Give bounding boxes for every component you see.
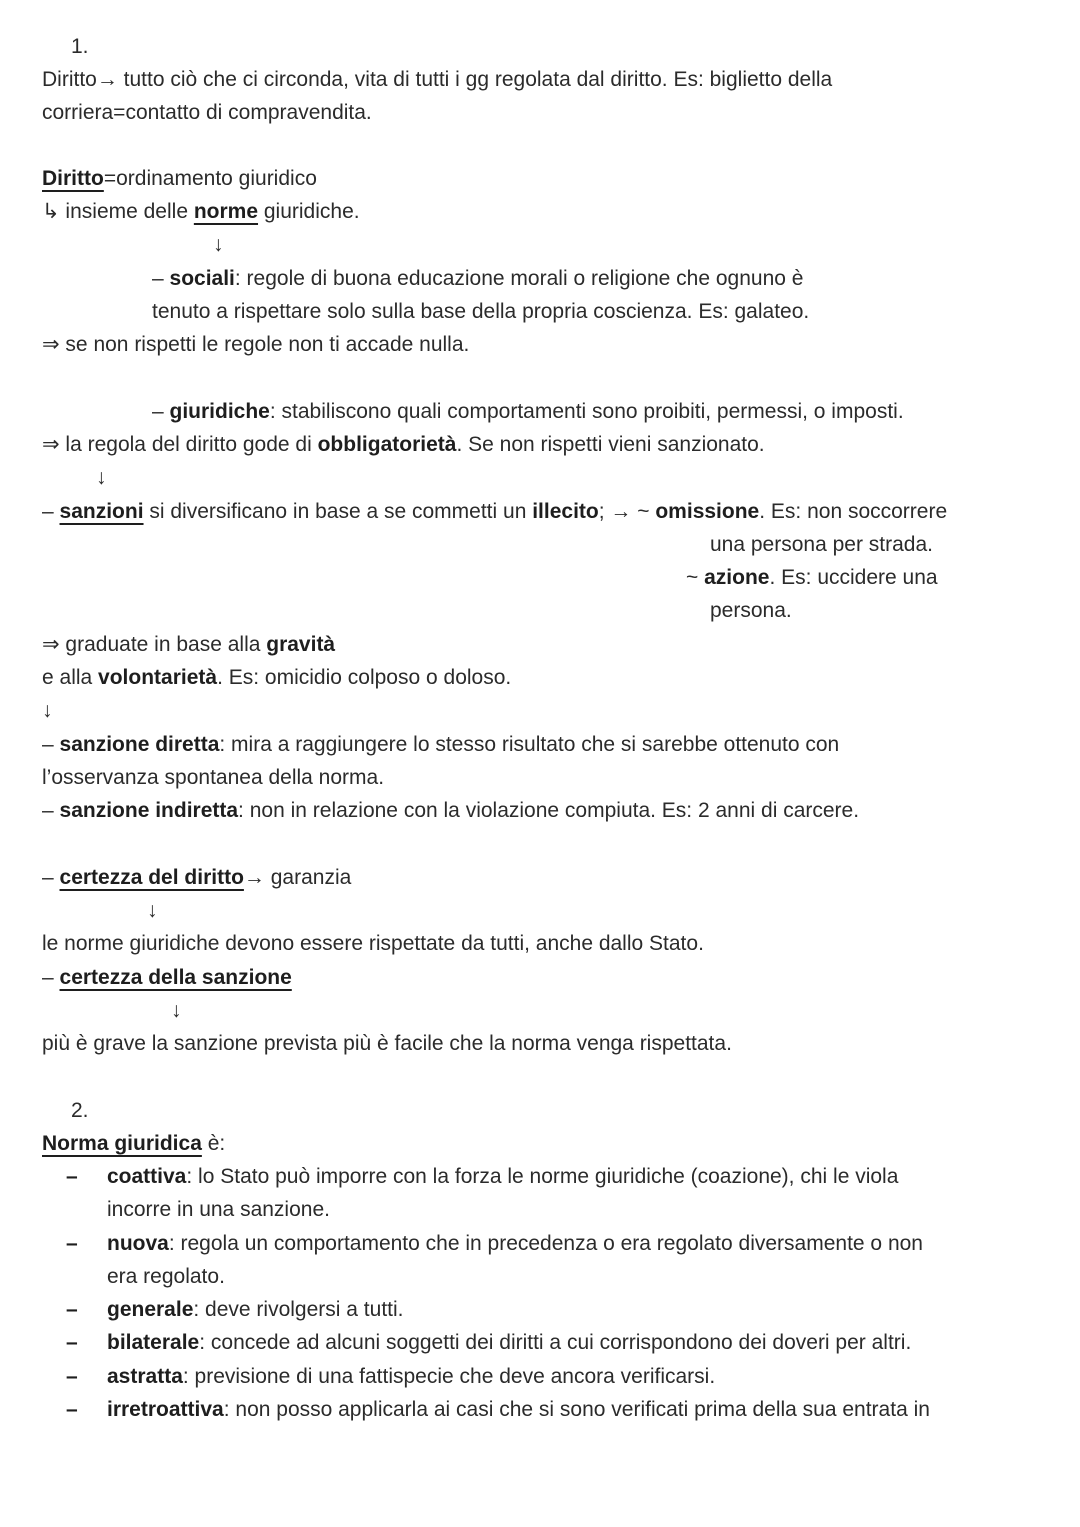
bold-term: obbligatorietà	[317, 433, 457, 456]
underlined-term: Norma giuridica	[42, 1132, 202, 1155]
bold-term: nuova	[107, 1232, 169, 1255]
bold-term: irretroattiva	[107, 1398, 224, 1421]
text-line: tenuto a rispettare solo sulla base della propria coscienza. Es: galateo.	[152, 300, 810, 323]
text: e alla	[42, 666, 99, 689]
bold-term: gravità	[266, 633, 336, 656]
down-arrow-icon: ↓	[213, 233, 224, 256]
text: . Es: non soccorrere	[759, 500, 948, 523]
text: –	[42, 966, 60, 989]
down-arrow-icon: ↓	[171, 999, 182, 1022]
text: ⇒ la regola del diritto gode di	[42, 433, 318, 456]
text-line: l’osservanza spontanea della norma.	[42, 766, 385, 789]
list-item	[107, 1293, 403, 1326]
text-line	[42, 661, 511, 694]
text: giuridiche.	[258, 200, 360, 223]
text-line	[42, 861, 351, 894]
bold-term: generale	[107, 1298, 194, 1321]
down-arrow-icon: ↓	[147, 899, 158, 922]
text-line	[42, 728, 839, 761]
list-item-continuation: incorre in una sanzione.	[107, 1198, 330, 1221]
text: –	[152, 400, 170, 423]
list-item	[107, 1227, 923, 1260]
bold-term: azione	[704, 566, 770, 589]
text: –	[42, 500, 60, 523]
text-line: persona.	[710, 599, 792, 622]
text: ~	[686, 566, 705, 589]
text: : regole di buona educazione morali o religione che ognuno è	[234, 267, 804, 290]
underlined-term: sanzioni	[59, 500, 144, 523]
text-line: le norme giuridiche devono essere rispettate da tutti, anche dallo Stato.	[42, 932, 704, 955]
text: : concede ad alcuni soggetti dei diritti a cui corrispondono dei doveri per altri.	[199, 1331, 912, 1354]
underlined-term: certezza del diritto	[59, 866, 244, 889]
bold-term: giuridiche	[169, 400, 270, 423]
text: –	[152, 267, 170, 290]
list-item	[107, 1360, 715, 1393]
text: ; → ~	[598, 500, 656, 523]
bold-term: illecito	[532, 500, 599, 523]
text-line	[42, 162, 317, 195]
text: → garanzia	[243, 866, 352, 889]
text-line: più è grave la sanzione prevista più è facile che la norma venga rispettata.	[42, 1032, 732, 1055]
underlined-term: Diritto	[42, 167, 104, 190]
text-line	[152, 395, 904, 428]
text-line	[42, 428, 765, 461]
bold-term: astratta	[107, 1365, 183, 1388]
list-bullet: –	[66, 1165, 78, 1188]
text-line	[42, 961, 292, 994]
text: ↳ insieme delle	[42, 200, 194, 223]
section-number: 1.	[71, 35, 89, 58]
text-line	[152, 262, 803, 295]
text: : mira a raggiungere lo stesso risultato che si sarebbe ottenuto con	[219, 733, 840, 756]
text-line: corriera=contatto di compravendita.	[42, 101, 372, 124]
text: : deve rivolgersi a tutti.	[193, 1298, 404, 1321]
list-bullet: –	[66, 1232, 78, 1255]
text-line: ⇒ se non rispetti le regole non ti accade nulla.	[42, 333, 470, 356]
text: : regola un comportamento che in precedenza o era regolato diversamente o non	[168, 1232, 923, 1255]
list-bullet: –	[66, 1365, 78, 1388]
text-line	[42, 495, 947, 528]
text: . Es: uccidere una	[769, 566, 938, 589]
text: =ordinamento giuridico	[103, 167, 317, 190]
text-line: Diritto→ tutto ciò che ci circonda, vita di tutti i gg regolata dal diritto. Es: biglietto della	[42, 68, 833, 91]
text: . Es: omicidio colposo o doloso.	[217, 666, 512, 689]
list-bullet: –	[66, 1398, 78, 1421]
text: : stabiliscono quali comportamenti sono proibiti, permessi, o imposti.	[269, 400, 904, 423]
bold-term: sociali	[169, 267, 235, 290]
section-title	[42, 1127, 225, 1160]
list-item	[107, 1326, 911, 1359]
list-item	[107, 1160, 898, 1193]
text-line	[42, 195, 360, 228]
text: : lo Stato può imporre con la forza le norme giuridiche (coazione), chi le viola	[186, 1165, 899, 1188]
text: : non posso applicarla ai casi che si sono verificati prima della sua entrata in	[223, 1398, 930, 1421]
text: è:	[201, 1132, 226, 1155]
bold-term: coattiva	[107, 1165, 187, 1188]
bold-term: omissione	[655, 500, 760, 523]
text: –	[42, 799, 60, 822]
text-line	[42, 628, 335, 661]
down-arrow-icon: ↓	[96, 466, 107, 489]
text-line: una persona per strada.	[710, 533, 933, 556]
text: –	[42, 866, 60, 889]
list-bullet: –	[66, 1298, 78, 1321]
list-bullet: –	[66, 1331, 78, 1354]
underlined-term: norme	[193, 200, 259, 223]
text: si diversificano in base a se commetti un	[143, 500, 533, 523]
text-line	[686, 561, 938, 594]
section-number: 2.	[71, 1099, 89, 1122]
text: –	[42, 733, 60, 756]
bold-term: sanzione indiretta	[59, 799, 239, 822]
list-item-continuation: era regolato.	[107, 1265, 225, 1288]
text: ⇒ graduate in base alla	[42, 633, 267, 656]
text: : previsione di una fattispecie che deve ancora verificarsi.	[182, 1365, 716, 1388]
underlined-term: certezza della sanzione	[59, 966, 292, 989]
list-item	[107, 1393, 930, 1426]
bold-term: volontarietà	[98, 666, 218, 689]
down-arrow-icon: ↓	[42, 699, 53, 722]
text-line	[42, 794, 859, 827]
text: . Se non rispetti vieni sanzionato.	[456, 433, 765, 456]
bold-term: sanzione diretta	[59, 733, 220, 756]
text: : non in relazione con la violazione compiuta. Es: 2 anni di carcere.	[238, 799, 860, 822]
bold-term: bilaterale	[107, 1331, 200, 1354]
